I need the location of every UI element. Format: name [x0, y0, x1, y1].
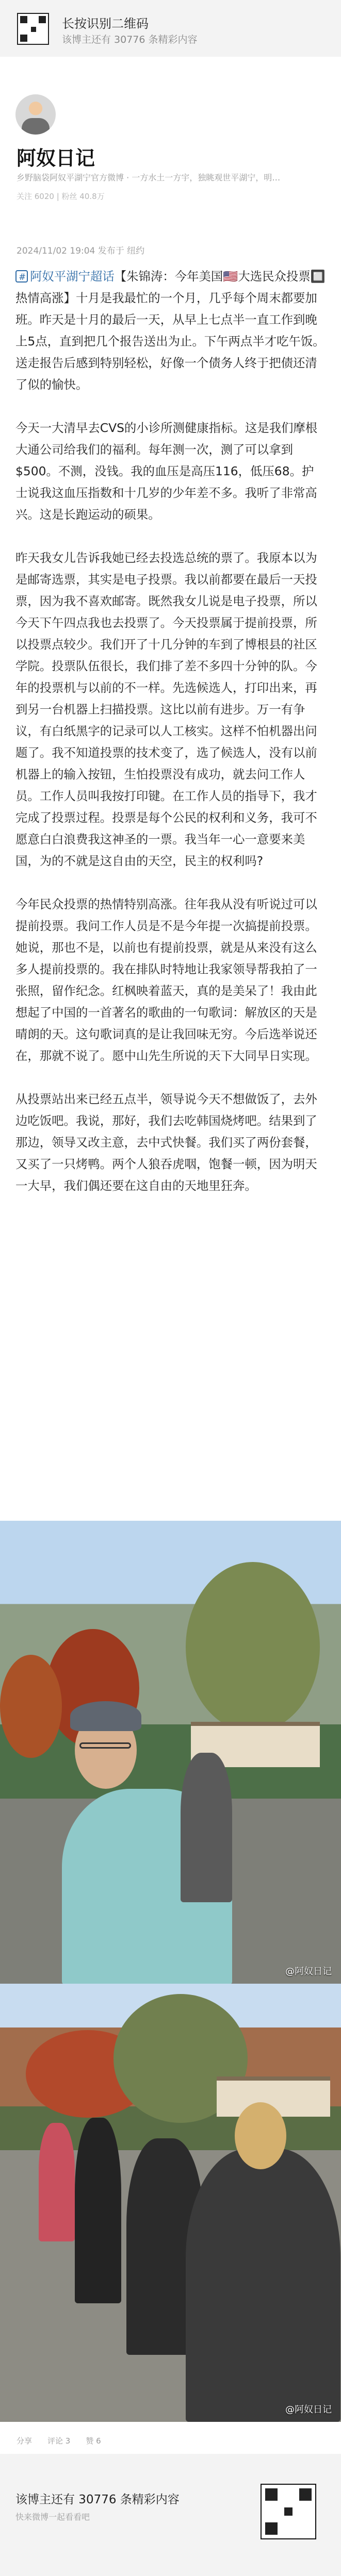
queue-person-black — [75, 2118, 121, 2303]
queue-person-red — [39, 2123, 75, 2241]
share-button[interactable]: 分享 — [17, 2436, 33, 2446]
footer-title: 该博主还有 30776 条精彩内容 — [15, 2493, 180, 2506]
post-paragraph-3: 昨天我女儿告诉我她已经去投选总统的票了。我原本以为是邮寄选票，其实是电子投票。我以前都要在最后一天投票，因为我不喜欢邮寄。既然我女儿说是电子投票，所以今天下午四点我也去投票了。今天投票属于提前投票，所以投票点较少。我们开了十几分钟的车到了博根县的社区学院。投票队伍很长，我们排了差不多四十分钟的队。今年的投票机与以前的不一样。先选候选人，打印出来，再到另一台机器上扫描投票。这比以前有进步。万一有争议，有白纸黑字的记录可以人工核实。这样不怕机器出问题了。我不知道投票的技术变了，选了候选人，没有以前机器上的输入按钮，生怕投票没有成功，就去问工作人员。工作人员叫我按打印键。在工作人员的指导下，我才完成了投票过程。投票是每个公民的权利和义务，我可不愿意白白浪费我这神圣的一票。我当年一心一意要来美国，为的不就是这自由的天空，民主的权利吗? — [15, 551, 317, 868]
profile-description: 乡野脑袋阿奴平湖宁官方微博 · 一方水土一方宇，独眺观世平湖宁，明… — [17, 173, 281, 182]
post-meta: 2024/11/02 19:04 发布于 纽约 — [17, 246, 145, 256]
post-photo-2[interactable] — [0, 1984, 341, 2422]
post-paragraph-5: 从投票站出来已经五点半，领导说今天不想做饭了，去外边吃饭吧。我说，那好，我们去吃韩国烧烤吧。结果到了那边，领导又改主意，去中式快餐。我们买了两份套餐，又买了一只烤鸭。两个人狼吞虎咽，饱餐一顿，因为明天一大早，我们偶还要在这自由的天地里狂奔。 — [15, 1092, 317, 1193]
photo-watermark-2: @阿奴日记 — [285, 2404, 332, 2415]
queue-person — [181, 1753, 232, 1902]
banner-subtitle: 该博主还有 30776 条精彩内容 — [62, 34, 198, 45]
baseball-cap — [70, 1701, 141, 1731]
footer-banner — [0, 2454, 341, 2576]
post-photo-1[interactable] — [0, 1521, 341, 1984]
avatar[interactable] — [15, 94, 56, 135]
footer-subtitle: 快来微博一起看看吧 — [15, 2512, 90, 2522]
topic-link[interactable]: #阿奴平湖宁超话 — [15, 269, 115, 284]
qr-banner — [0, 0, 341, 57]
banner-title: 长按识别二维码 — [62, 16, 149, 31]
qr-code[interactable] — [17, 13, 49, 45]
glasses — [79, 1742, 131, 1749]
like-button[interactable]: 赞 6 — [86, 2436, 101, 2446]
red-tree-left — [0, 1655, 62, 1758]
post-body — [15, 265, 326, 1218]
woman-ponytail — [186, 2149, 340, 2422]
maple-tree — [186, 1562, 320, 1732]
footer-qr-code[interactable] — [261, 2484, 316, 2539]
post-paragraph-2: 今天一大清早去CVS的小诊所测健康指标。这是我们摩根大通公司给我们的福利。每年测一次，测了可以拿到$500。不测，没钱。我的血压是高压116，低压68。护士说我这血压指数和十几岁的少年差不多。我听了非常高兴。这是长跑运动的硕果。 — [15, 421, 318, 522]
profile-stats: 关注 6020 | 粉丝 40.8万 — [17, 192, 105, 201]
post-paragraph-4: 今年民众投票的热情特别高涨。往年我从没有听说过可以提前投票。我问工作人员是不是今年提一次搞提前投票。她说，那也不是，以前也有提前投票，就是从来没有这么多人提前投票的。我在排队时特地让我家领导帮我拍了一张照，留作纪念。红枫映着蓝天，真的是美呆了！我由此想起了中国的一首著名的歌曲的一句歌词：解放区的天是晴朗的天。这句歌词真的是让我回味无穷。今后选举说还在，那就不说了。愿中山先生所说的天下大同早日实现。 — [15, 897, 317, 1063]
post-paragraph-1: #阿奴平湖宁超话【朱锦涛：今年美国🇺🇸大选民众投票🔲热情高涨】十月是我最忙的一个月，几乎每个周末都要加班。昨天是十月的最后一天，从早上七点半一直工作到晚上5点，直到把几个报告送出为止。下午两点半才吃午饭。送走报告后感到特别轻松，好像一个债务人终于把债还清了似的愉快。 — [15, 265, 326, 395]
super-topic-icon — [15, 270, 28, 282]
comment-button[interactable]: 评论 3 — [47, 2436, 71, 2446]
photo-watermark-1: @阿奴日记 — [285, 1966, 332, 1977]
post-actions — [0, 2426, 341, 2455]
woman-hair — [235, 2102, 286, 2169]
profile-name[interactable]: 阿奴日记 — [17, 147, 95, 170]
